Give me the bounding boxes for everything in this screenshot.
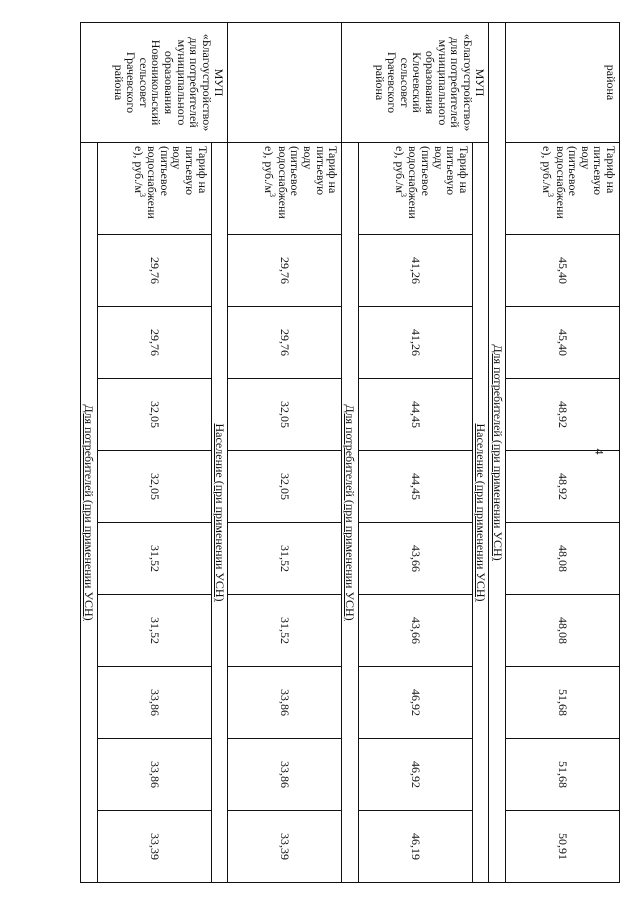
row-label: Тариф на питьевую воду (питьевое водоснабжени е), $руб./м^3$ [228, 143, 342, 235]
section-band: Население (при применении УСН) [211, 143, 228, 883]
value-cell: 50,91 [506, 811, 620, 883]
value-cell: 33,86 [97, 739, 211, 811]
value-cell: 44,45 [358, 451, 472, 523]
value-cell: 32,05 [97, 379, 211, 451]
value-cell: 33,86 [97, 667, 211, 739]
value-cell: 46,92 [358, 667, 472, 739]
value-cell: 48,92 [506, 451, 620, 523]
table-row [358, 23, 472, 883]
value-cell: 48,08 [506, 523, 620, 595]
section-band: Население (при применении УСН) [472, 143, 489, 883]
value-cell: 41,26 [358, 307, 472, 379]
value-cell: 48,92 [506, 379, 620, 451]
table-row [97, 23, 211, 883]
value-cell: 32,05 [228, 379, 342, 451]
value-cell: 33,86 [228, 667, 342, 739]
page-number: 4 [592, 448, 607, 455]
org-cell-continued: района [506, 23, 620, 143]
org-cell-novonikolsky: МУП «Благоустройство» для потребителей муниципального образования Новоникольский сельсовет Грачевского района [81, 23, 228, 143]
value-cell: 45,40 [506, 235, 620, 307]
value-cell: 32,05 [228, 451, 342, 523]
row-label [506, 143, 620, 235]
band-row [489, 23, 506, 883]
tariff-table [80, 22, 620, 883]
value-cell: 51,68 [506, 739, 620, 811]
value-cell: 31,52 [97, 523, 211, 595]
org-cell-klochevsky: МУП «Благоустройство» для потребителей муниципального образования Клочевский сельсовет Грачевского района [342, 23, 489, 143]
value-cell: 32,05 [97, 451, 211, 523]
section-band: Для потребителей (при применении УСН) [81, 143, 98, 883]
value-cell: 33,86 [228, 739, 342, 811]
value-cell: 29,76 [228, 235, 342, 307]
rotated-tariff-table [80, 22, 620, 882]
value-cell: 48,08 [506, 595, 620, 667]
value-cell: 33,39 [97, 811, 211, 883]
value-cell: 41,26 [358, 235, 472, 307]
value-cell: 51,68 [506, 667, 620, 739]
value-cell: 33,39 [228, 811, 342, 883]
band-row [81, 23, 98, 883]
label-lines: Тариф на питьевую воду (питьевое водоснабжени е), $руб./м^3$ [540, 146, 618, 219]
value-cell: 45,40 [506, 307, 620, 379]
org-cell-blank [228, 23, 342, 143]
band-row [472, 23, 489, 883]
section-band: Для потребителей (при применении УСН) [489, 23, 506, 883]
value-cell: 44,45 [358, 379, 472, 451]
value-cell: 29,76 [228, 307, 342, 379]
table-row [506, 23, 620, 883]
table-row [228, 23, 342, 883]
value-cell: 29,76 [97, 307, 211, 379]
section-band: Для потребителей (при применении УСН) [342, 143, 359, 883]
band-row [342, 23, 359, 883]
value-cell: 43,66 [358, 595, 472, 667]
value-cell: 29,76 [97, 235, 211, 307]
row-label: Тариф на питьевую воду (питьевое водоснабжени е), $руб./м^3$ [97, 143, 211, 235]
value-cell: 46,92 [358, 739, 472, 811]
value-cell: 43,66 [358, 523, 472, 595]
row-label: Тариф на питьевую воду (питьевое водоснабжени е), $руб./м^3$ [358, 143, 472, 235]
value-cell: 46,19 [358, 811, 472, 883]
value-cell: 31,52 [228, 523, 342, 595]
value-cell: 31,52 [228, 595, 342, 667]
band-row [211, 23, 228, 883]
value-cell: 31,52 [97, 595, 211, 667]
